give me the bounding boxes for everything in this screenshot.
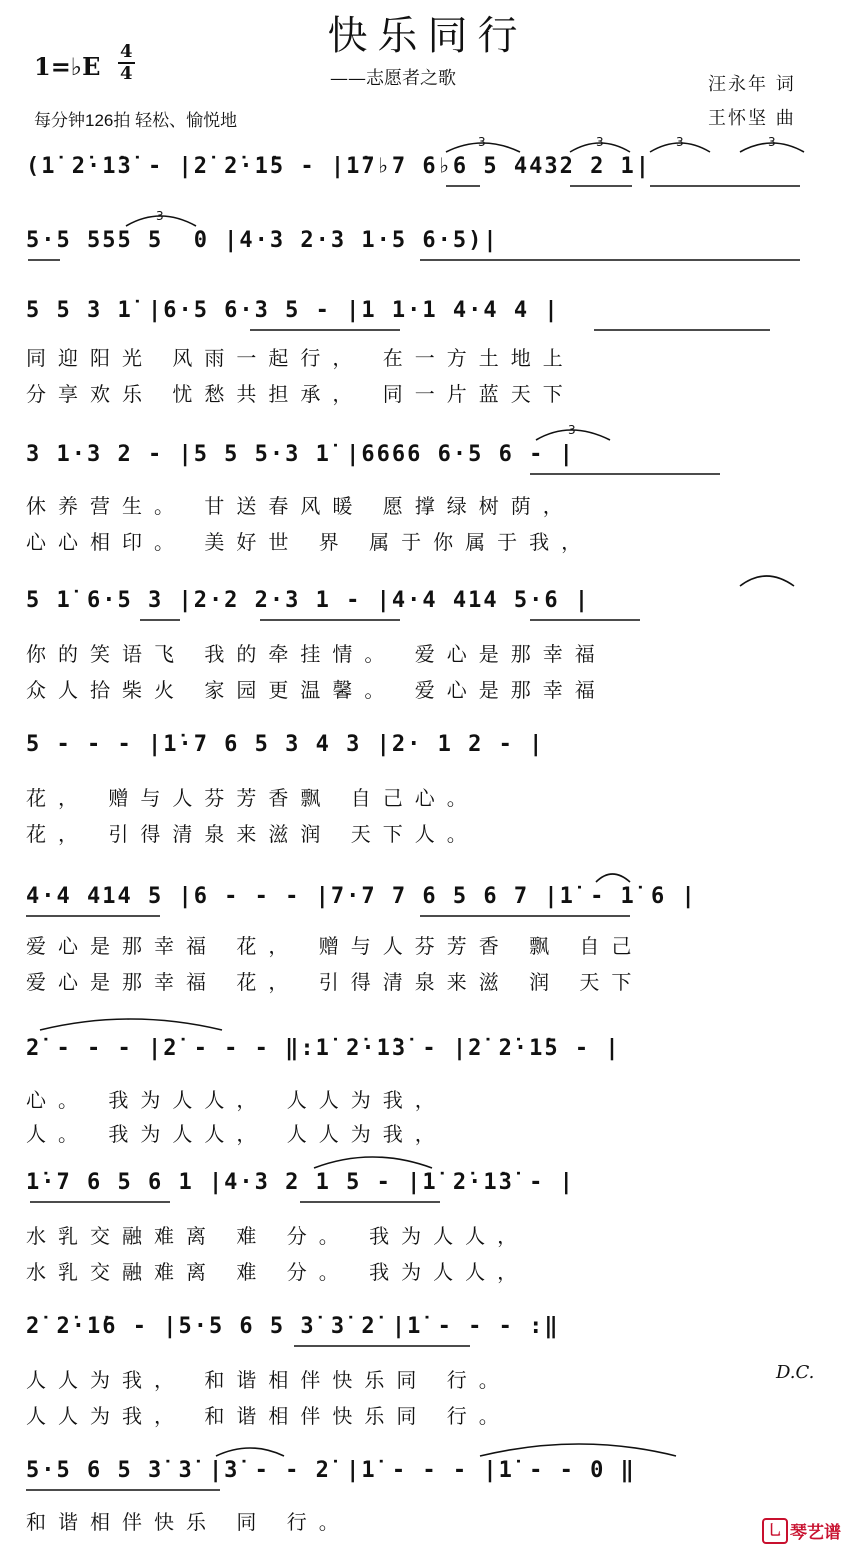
score-line-3-lyric-verse2: 分享欢乐 忧愁共担承， 同一片蓝天下	[26, 382, 575, 406]
score-line-8-notes: 2̇ - - - |2̇ - - - ‖:1̇ 2̇·1̇3̇ - |2̇ 2̇·1̇5 - |	[26, 1036, 621, 1061]
score-line-2-notes: 5·5 555 5 0 |4·3 2·3 1·5 6·5)|	[26, 228, 499, 253]
lyricist-credit: 汪永年 词	[708, 74, 796, 95]
watermark-text: 琴艺谱	[790, 1523, 841, 1543]
score-line-3-notes: 5 5 3 1̇ |6·5 6·3 5 - |1 1·1 4·4 4 |	[26, 298, 560, 323]
score-line-7-lyric-verse1: 爱心是那幸福 花， 赠与人芬芳香 飘 自己	[26, 934, 644, 958]
slur-arc	[446, 143, 520, 152]
score-line-6-lyric-verse2: 花， 引得清泉来滋润 天下人。	[26, 822, 479, 846]
triplet-3: 3	[156, 209, 164, 223]
triplet-3: 3	[676, 135, 684, 149]
page-title: 快乐同行	[327, 13, 528, 59]
score-line-11-notes: 5·5 6 5 3̇ 3̇ |3̇ - - 2̇ |1̇ - - - |1̇ - - 0 ‖	[26, 1458, 636, 1483]
score-line-10-lyric-verse2: 人人为我， 和谐相伴快乐同 行。	[26, 1404, 511, 1428]
key-signature: 1=♭E	[34, 52, 101, 81]
meter-top: 4	[120, 41, 133, 62]
score-line-9-lyric-verse1: 水乳交融难离 难 分。 我为人人，	[26, 1224, 530, 1248]
slur-arc	[126, 216, 196, 226]
score-line-9-notes: 1̇·7 6 5 6 1 |4·3 2 1 5 - |1̇ 2̇·1̇3̇ - |	[26, 1170, 575, 1195]
score-line-11-lyric: 和谐相伴快乐 同 行。	[26, 1510, 351, 1534]
triplet-3: 3	[596, 135, 604, 149]
slur-arc	[650, 143, 710, 152]
score-line-4-lyric-verse1: 休养营生。 甘送春风暖 愿撑绿树荫，	[26, 494, 575, 518]
score-line-9-lyric-verse2: 水乳交融难离 难 分。 我为人人，	[26, 1260, 530, 1284]
subtitle: ——志愿者之歌	[330, 68, 456, 89]
tie-arc	[480, 1444, 676, 1456]
meter-bottom: 4	[120, 63, 133, 84]
slur-arc	[536, 430, 610, 440]
slur-arc	[570, 143, 630, 152]
score-line-10-lyric-verse1: 人人为我， 和谐相伴快乐同 行。	[26, 1368, 511, 1392]
watermark-logo-icon: 乚	[762, 1518, 788, 1544]
triplet-3: 3	[478, 135, 486, 149]
score-line-3-lyric-verse1: 同迎阳光 风雨一起行， 在一方土地上	[26, 346, 575, 370]
tie-arc	[216, 1448, 284, 1456]
score-line-4-lyric-verse2: 心心相印。 美好世 界 属于你属于我，	[26, 530, 594, 554]
score-line-7-lyric-verse2: 爱心是那幸福 花， 引得清泉来滋 润 天下	[26, 970, 644, 994]
score-line-5-lyric-verse2: 众人拾柴火 家园更温馨。 爱心是那幸福	[26, 678, 607, 702]
slur-arc	[596, 874, 630, 882]
time-signature	[118, 42, 135, 84]
score-line-4-notes: 3 1·3 2 - |5 5 5·3 1̇ |6666 6·5 6 - |	[26, 442, 575, 467]
da-capo-mark: D.C.	[776, 1362, 815, 1383]
slur-arc	[740, 576, 794, 586]
triplet-3: 3	[768, 135, 776, 149]
triplet-3: 3	[568, 423, 576, 437]
score-line-6-lyric-verse1: 花， 赠与人芬芳香飘 自己心。	[26, 786, 479, 810]
score-line-10-notes: 2̇ 2̇·1̇6 - |5·5 6 5 3̇ 3̇ 2̇ |1̇ - - - :‖	[26, 1314, 560, 1339]
score-line-7-notes: 4·4 414 5 |6 - - - |7·7 7 6 5 6 7 |1̇ - 1̇ 6 |	[26, 884, 697, 909]
score-line-8-lyric-verse1: 心。 我为人人， 人人为我，	[26, 1088, 447, 1112]
score-line-5-notes: 5 1̇ 6·5 3 |2·2 2·3 1 - |4·4 414 5·6 |	[26, 588, 591, 613]
score-line-5-lyric-verse1: 你的笑语飞 我的牵挂情。 爱心是那幸福	[26, 642, 607, 666]
score-line-1-notes: (1̇ 2̇·1̇3̇ - |2̇ 2̇·1̇5 - |1̇7♭7 6♭6 5 4432 2 1|	[26, 154, 652, 179]
score-line-6-notes: 5 - - - |1̇·7 6 5 3 4 3 |2· 1 2 - |	[26, 732, 545, 757]
tie-arc	[40, 1019, 222, 1030]
tempo-marking: 每分钟126拍 轻松、愉悦地	[34, 111, 238, 130]
composer-credit: 王怀坚 曲	[708, 108, 796, 129]
score-line-8-lyric-verse2: 人。 我为人人， 人人为我，	[26, 1122, 447, 1146]
slur-arc	[314, 1157, 432, 1168]
slur-arc	[740, 143, 804, 152]
